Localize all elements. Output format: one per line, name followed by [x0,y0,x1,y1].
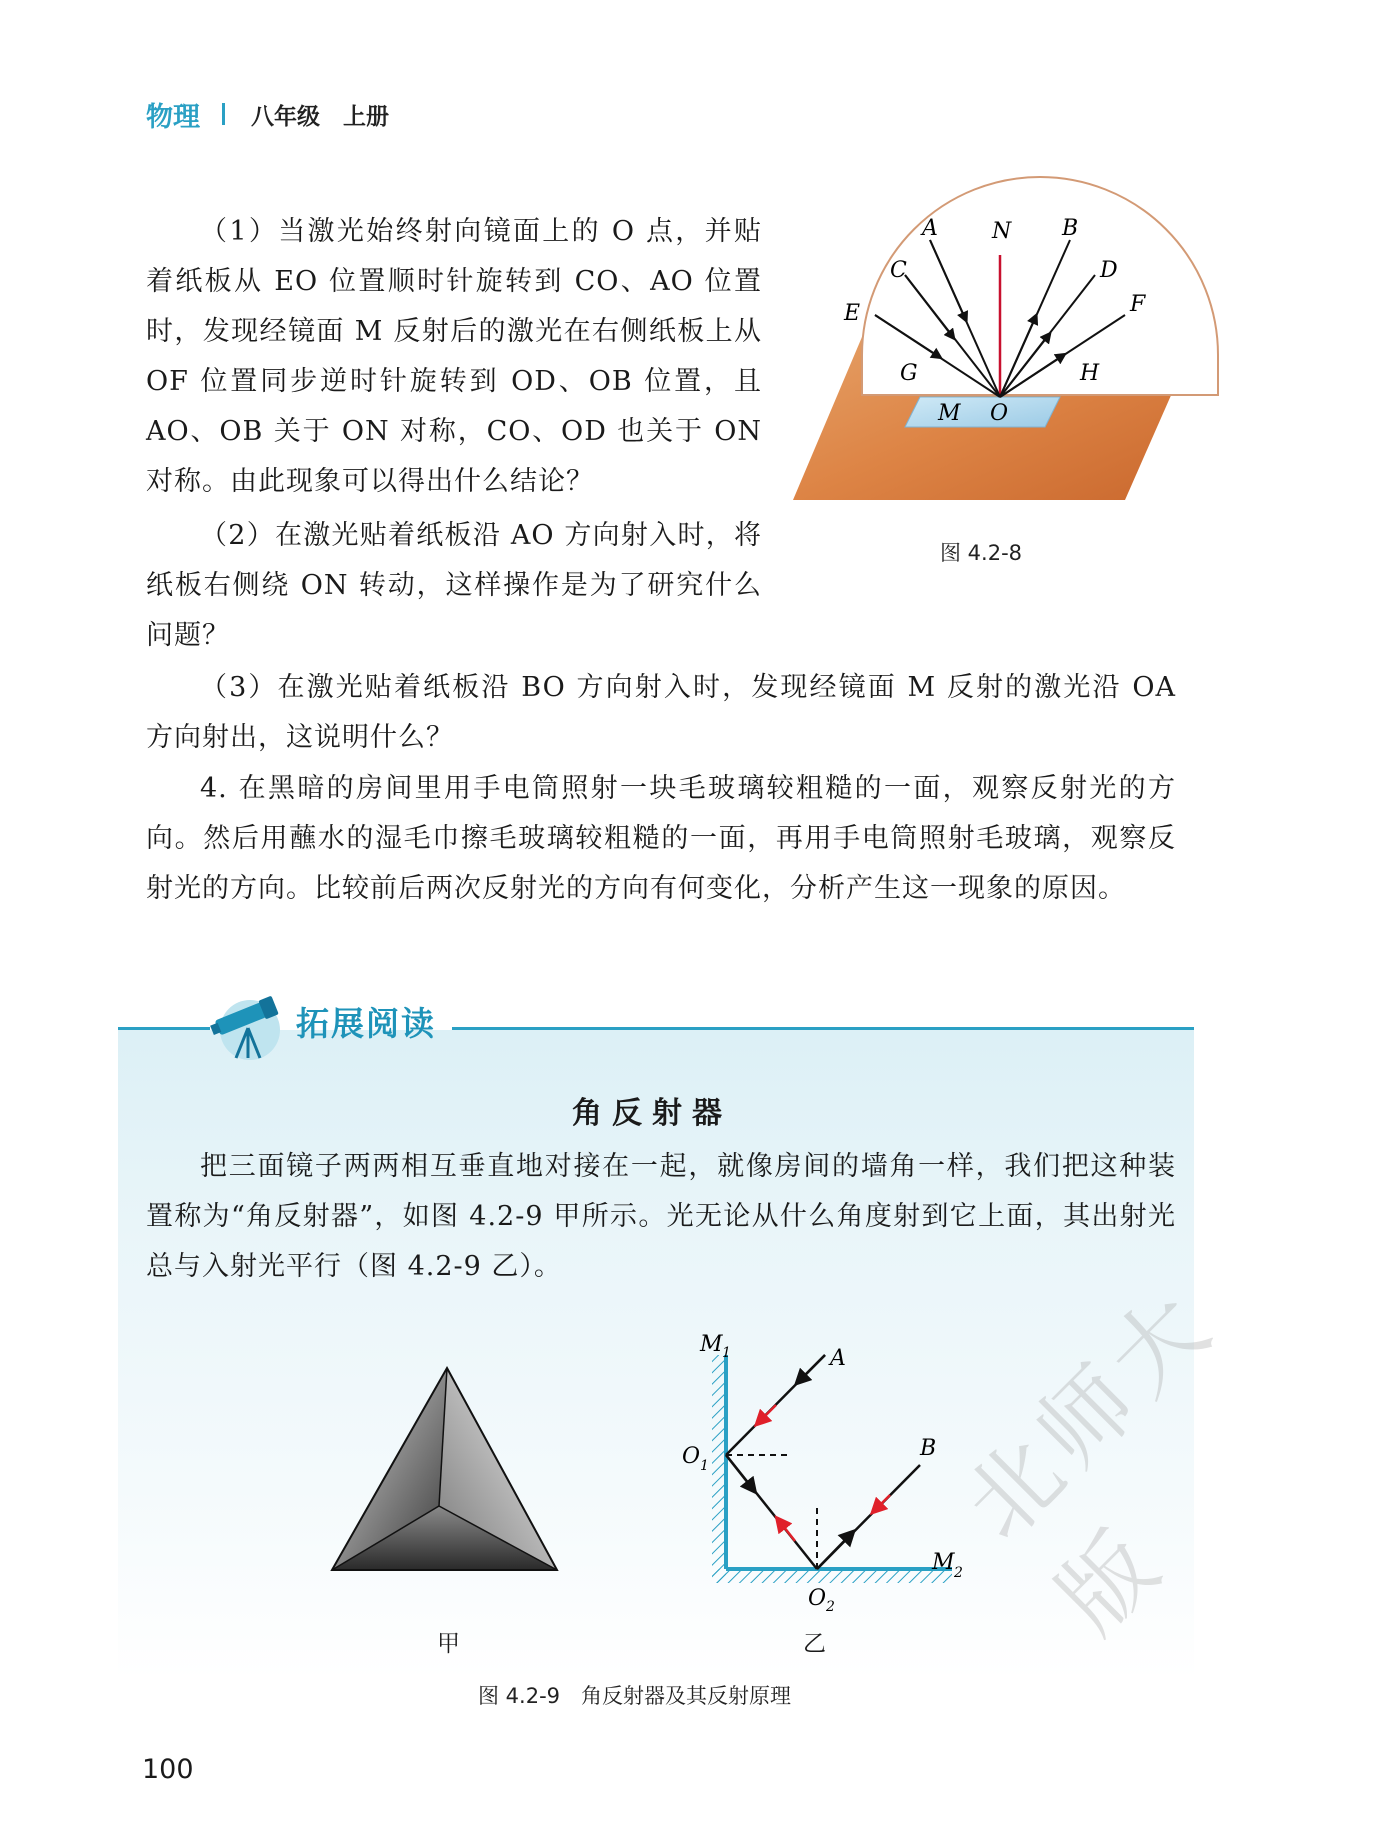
label-o1: O [682,1444,701,1469]
telescope-icon [208,990,290,1062]
corner-reflector-figure [325,1360,565,1580]
question-3-part-3: （3）在激光贴着纸板沿 BO 方向射入时，发现经镜面 M 反射的激光沿 OA 方向射出，这说明什么？ [146,672,1176,753]
label-m: M [938,401,961,426]
question-3-part-1: （1）当激光始终射向镜面上的 O 点，并贴着纸板从 EO 位置顺时针旋转到 CO、AO 位置时，发现经镜面 M 反射后的激光在右侧纸板上从 OF 位置同步逆时针旋转到 OD、OB 位置，且 AO、OB 关于 ON 对称，CO、OD 也关于 ON 对称。由此现象可以得出什么结论？ [146,216,762,497]
label-o: O [990,401,1009,426]
label-d: D [1100,258,1118,283]
header-divider [222,103,225,125]
label-o2: O [808,1586,827,1611]
extension-rule-left [118,1027,210,1030]
label-m2: M [932,1550,955,1575]
label-o2-sub: 2 [826,1599,835,1615]
label-n: N [992,219,1012,244]
page-header [146,94,389,134]
figure-4-2-9-caption: 图 4.2-9 角反射器及其反射原理 [478,1684,792,1708]
label-yi: 乙 [803,1631,826,1657]
article-body: 把三面镜子两两相互垂直地对接在一起，就像房间的墙角一样，我们把这种装置称为“角反射器”，如图 4.2-9 甲所示。光无论从什么角度射到它上面，其出射光总与入射光平行（图 4.2-9 乙）。 [146,1151,1176,1282]
article-title: 角反射器 [572,1096,732,1131]
label-g: G [900,361,918,386]
label-b: B [1062,216,1079,241]
extension-rule-right [452,1027,1194,1030]
label-m2-sub: 2 [954,1565,963,1581]
label-f: F [1130,292,1146,317]
label-o1-sub: 1 [700,1458,709,1474]
label-c: C [890,258,907,283]
grade-label: 八年级 上册 [251,103,389,130]
question-4: 4. 在黑暗的房间里用手电筒照射一块毛玻璃较粗糙的一面，观察反射光的方向。然后用蘸水的湿毛巾擦毛玻璃较粗糙的一面，再用手电筒照射毛玻璃，观察反射光的方向。比较前后两次反射光的方向有何变化，分析产生这一现象的原因。 [146,773,1176,904]
label-b-yi: B [920,1436,937,1461]
label-jia: 甲 [437,1631,460,1657]
figure-4-2-8 [780,215,1210,515]
publisher-watermark: 北师大版 [944,1267,1237,1654]
label-e: E [844,301,861,326]
question-3-part-2: （2）在激光贴着纸板沿 AO 方向射入时，将纸板右侧绕 ON 转动，这样操作是为了研究什么问题？ [146,520,762,651]
label-a-yi: A [830,1346,846,1371]
subject-title: 物理 [146,101,200,133]
label-m1-sub: 1 [722,1345,731,1361]
figure-4-2-8-caption: 图 4.2-8 [940,541,1023,565]
label-m1: M [700,1332,723,1357]
page-number: 100 [142,1754,194,1785]
extension-section-title: 拓展阅读 [296,1004,436,1043]
mirror-m [905,397,1060,427]
label-a: A [922,216,938,241]
label-h: H [1080,361,1100,386]
